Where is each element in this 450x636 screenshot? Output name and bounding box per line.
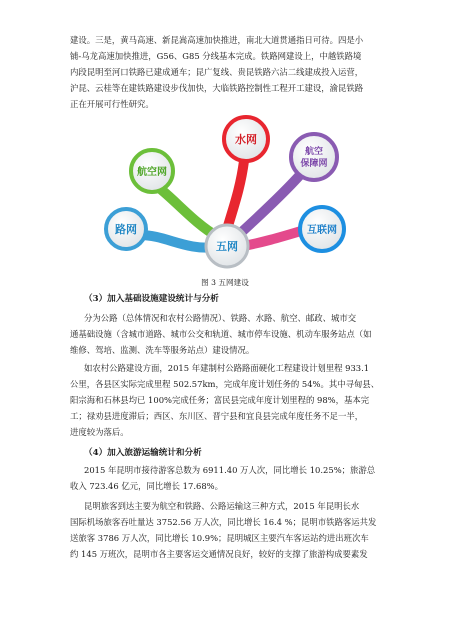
text-line: 铺-乌龙高速加快推进，G56、G85 分线基本完成。铁路网建设上，中越铁路境 [70,51,362,61]
section-4-paragraph-1 [70,462,384,494]
text-line: 进度较为落后。 [70,427,129,437]
text-line: 送旅客 3786 万人次，同比增长 10.9%；昆明城区主要汽车客运站约进出班次车 [70,533,369,543]
section-4-paragraph-2 [70,498,384,562]
intro-paragraph [70,32,384,112]
node-air-security [291,134,337,180]
node-air [131,150,173,192]
node-center [206,225,248,267]
section-3-paragraph-2 [70,360,384,440]
text-line: 建设。三是，黄马高速、新昆嵩高速加快推进，南北大道贯通指日可待。四是小 [70,35,364,45]
node-road-label: 路网 [115,223,137,236]
text-line: 正在开展可行性研究。 [70,99,154,109]
section-3-heading: （3）加入基础设施建设统计与分析 [84,294,219,304]
node-road [106,209,146,249]
text-line: 如农村公路建设方面，2015 年建制村公路路面硬化工程建设计划里程 933.1 [84,363,370,373]
text-line: 2015 年昆明市接待游客总数为 6911.40 万人次，同比增长 10.25%；旅游总 [84,465,376,475]
node-water [224,117,268,161]
text-line: 沪昆、云桂等在建铁路建设步伐加快，大临铁路控制性工程开工建设，渝昆铁路 [70,83,364,93]
node-air-security-label-1: 航空 [304,147,324,157]
node-air-security-label-2: 保障网 [300,159,328,169]
text-line: 约 145 万班次，昆明市各主要客运交通情况良好，较好的支撑了旅游构成要素发 [70,549,368,559]
node-water-label: 水网 [235,133,257,146]
section-3-paragraph-1 [70,310,384,358]
text-line: 通基础设施（含城市道路、城市公交和轨道、城市停车设施、机动车服务站点（如 [70,329,372,339]
five-networks-diagram [96,101,358,271]
text-line: 工；禄劝县进度滞后；西区、东川区、晋宁县和宜良县完成年度任务不足一半， [70,411,364,421]
text-line: 收入 723.46 亿元，同比增长 17.68%。 [70,481,223,491]
text-line: 内段昆明至河口铁路已建成通车；昆广复线、贵昆铁路六沾二线建成投入运营， [70,67,364,77]
node-internet-label: 互联网 [307,225,337,236]
text-line: 昆明旅客到达主要为航空和铁路、公路运输这三种方式，2015 年昆明长水 [84,501,360,511]
node-internet [300,207,344,251]
figure-caption: 图 3 五网建设 [201,278,249,287]
text-line: 阳宗海和石林县均已 100%完成任务；富民县完成年度计划里程的 98%，基本完 [70,395,370,405]
ribbon-air [158,187,218,237]
section-4-heading: （4）加入旅游运输统计和分析 [84,448,202,458]
node-air-label: 航空网 [137,167,167,178]
node-center-label: 五网 [216,240,238,253]
text-line: 维修、驾培、监测、洗车等服务站点）建设情况。 [70,345,255,355]
text-line: 分为公路（总体情况和农村公路情况）、铁路、水路、航空、邮政、城市交 [84,313,357,323]
text-line: 国际机场旅客吞吐量达 3752.56 万人次，同比增长 16.4 %；昆明市铁路客运共发 [70,517,377,527]
ribbon-water [226,161,244,233]
text-line: 公里，各县区实际完成里程 502.57km，完成年度计划任务的 54%。其中寻甸县、 [70,379,380,389]
